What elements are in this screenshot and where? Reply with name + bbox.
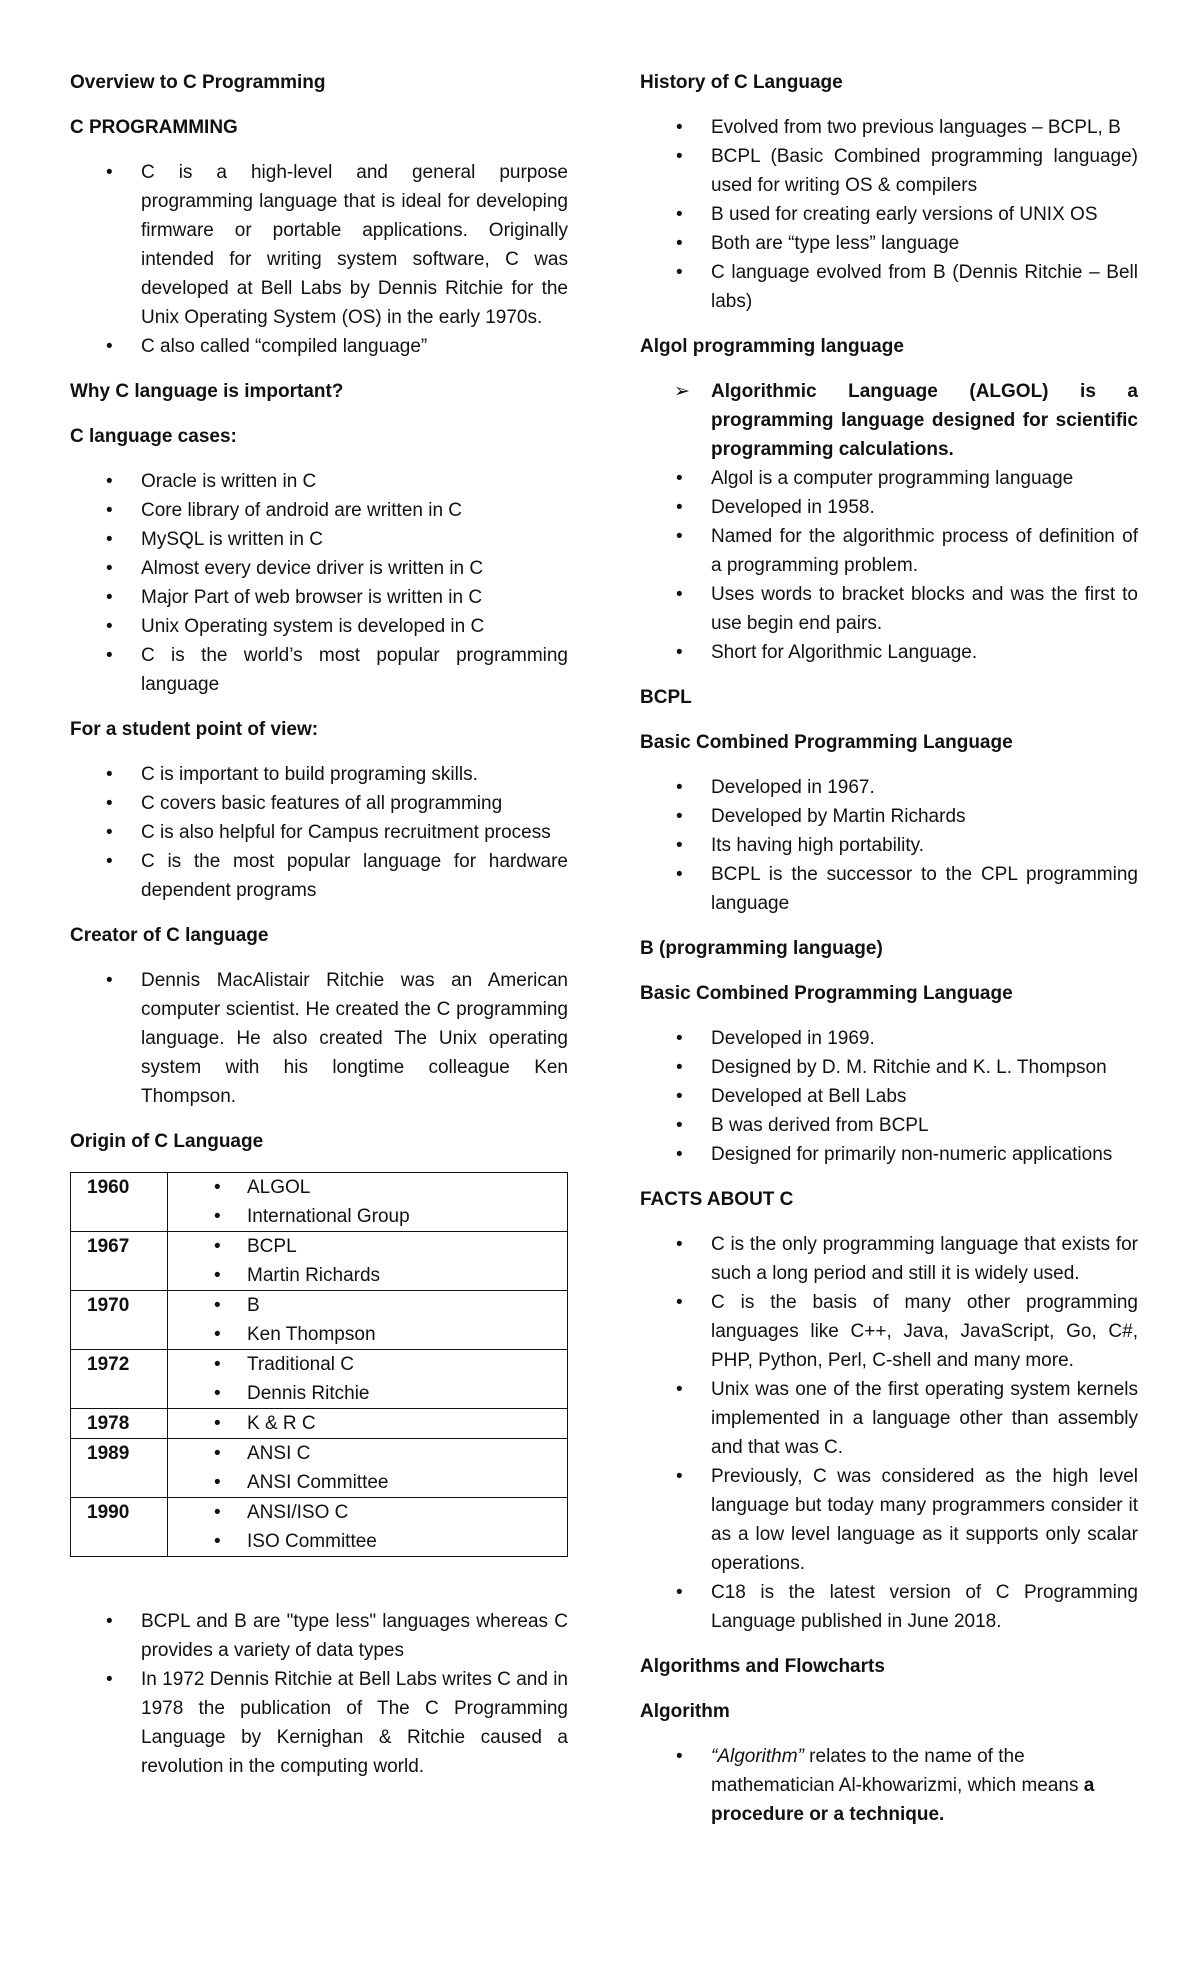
list-item: • Developed in 1969.	[640, 1024, 1138, 1053]
history-list	[640, 113, 1138, 316]
list-item: • B used for creating early versions of UNIX OS	[640, 200, 1138, 229]
list-item: • Developed by Martin Richards	[640, 802, 1138, 831]
history-heading: History of C Language	[640, 72, 843, 93]
list-item: • Unix Operating system is developed in C	[70, 612, 568, 641]
list-item: • Developed in 1958.	[640, 493, 1138, 522]
creator-list	[70, 966, 568, 1111]
b-language-list	[640, 1024, 1138, 1169]
list-item: • Previously, C was considered as the high level language but today many programmers consider it as a low level language as it supports only scalar operations.	[640, 1462, 1138, 1578]
list-item: • C is the most popular language for hardware dependent programs	[70, 847, 568, 905]
list-item: • Designed for primarily non-numeric applications	[640, 1140, 1138, 1169]
table-row	[71, 1439, 568, 1498]
list-item: • Dennis MacAlistair Ritchie was an American computer scientist. He created the C programming language. He also created The Unix operating system with his longtime colleague Ken Thompson.	[70, 966, 568, 1111]
year-cell: 1990	[71, 1498, 168, 1557]
origin-heading: Origin of C Language	[70, 1131, 264, 1152]
algol-heading: Algol programming language	[640, 336, 904, 357]
list-item: • C also called “compiled language”	[70, 332, 568, 361]
table-row	[71, 1498, 568, 1557]
list-item: • Developed in 1967.	[640, 773, 1138, 802]
table-row	[71, 1291, 568, 1350]
list-item: • Its having high portability.	[640, 831, 1138, 860]
list-item: • Both are “type less” language	[640, 229, 1138, 258]
list-item: • BCPL and B are "type less" languages whereas C provides a variety of data types	[70, 1607, 568, 1665]
list-item: • C is the only programming language that exists for such a long period and still it is widely used.	[640, 1230, 1138, 1288]
list-item: • Evolved from two previous languages – BCPL, B	[640, 113, 1138, 142]
right-column	[640, 68, 1138, 1845]
algorithm-text: relates to the name of the mathematician Al-khowarizmi, which means	[711, 1746, 1084, 1796]
list-item: • B	[168, 1291, 567, 1320]
algorithm-list	[640, 1742, 1138, 1829]
list-item: • C language evolved from B (Dennis Ritchie – Bell labs)	[640, 258, 1138, 316]
student-view-list	[70, 760, 568, 905]
list-item: • Algol is a computer programming language	[640, 464, 1138, 493]
table-row	[71, 1232, 568, 1291]
list-item: • Traditional C	[168, 1350, 567, 1379]
list-item: • Oracle is written in C	[70, 467, 568, 496]
origin-table	[70, 1172, 568, 1557]
bcpl-subheading: Basic Combined Programming Language	[640, 732, 1013, 753]
list-item: • BCPL (Basic Combined programming language) used for writing OS & compilers	[640, 142, 1138, 200]
list-item: • MySQL is written in C	[70, 525, 568, 554]
algorithms-flowcharts-heading: Algorithms and Flowcharts	[640, 1656, 885, 1677]
list-item: • Major Part of web browser is written in C	[70, 583, 568, 612]
list-item: • Unix was one of the first operating system kernels implemented in a language other than assembly and that was C.	[640, 1375, 1138, 1462]
list-item: • Named for the algorithmic process of definition of a programming problem.	[640, 522, 1138, 580]
table-row	[71, 1350, 568, 1409]
list-item: • Uses words to bracket blocks and was the first to use begin end pairs.	[640, 580, 1138, 638]
after-table-list	[70, 1607, 568, 1781]
list-item: • In 1972 Dennis Ritchie at Bell Labs writes C and in 1978 the publication of The C Programming Language by Kernighan & Ritchie caused a revolution in the computing world.	[70, 1665, 568, 1781]
c-cases-list	[70, 467, 568, 699]
bcpl-list	[640, 773, 1138, 918]
list-item: • C is the basis of many other programming languages like C++, Java, JavaScript, Go, C#, PHP, Python, Perl, C-shell and many more.	[640, 1288, 1138, 1375]
list-item: • ANSI Committee	[168, 1468, 567, 1497]
milestone-cell	[168, 1291, 568, 1350]
list-item: • Core library of android are written in C	[70, 496, 568, 525]
list-item: • Designed by D. M. Ritchie and K. L. Thompson	[640, 1053, 1138, 1082]
list-item: • Dennis Ritchie	[168, 1379, 567, 1408]
list-item: • C18 is the latest version of C Programming Language published in June 2018.	[640, 1578, 1138, 1636]
list-item: • C is also helpful for Campus recruitment process	[70, 818, 568, 847]
year-cell: 1972	[71, 1350, 168, 1409]
why-c-heading: Why C language is important?	[70, 381, 344, 402]
list-item: • BCPL is the successor to the CPL programming language	[640, 860, 1138, 918]
facts-list	[640, 1230, 1138, 1636]
list-item: • BCPL	[168, 1232, 567, 1261]
year-cell: 1960	[71, 1173, 168, 1232]
algorithm-term: “Algorithm”	[711, 1746, 804, 1767]
table-row	[71, 1409, 568, 1439]
milestone-cell	[168, 1409, 568, 1439]
list-item: • International Group	[168, 1202, 567, 1231]
student-view-heading: For a student point of view:	[70, 719, 319, 740]
list-item: • ANSI/ISO C	[168, 1498, 567, 1527]
list-item: • Martin Richards	[168, 1261, 567, 1290]
list-item	[640, 1742, 1138, 1829]
b-language-heading: B (programming language)	[640, 938, 883, 959]
list-item: ➢ Algorithmic Language (ALGOL) is a programming language designed for scientific programming calculations.	[640, 377, 1138, 464]
year-cell: 1967	[71, 1232, 168, 1291]
algol-list	[640, 464, 1138, 667]
left-column	[70, 68, 568, 1797]
table-row	[71, 1173, 568, 1232]
milestone-cell	[168, 1439, 568, 1498]
list-item: • B was derived from BCPL	[640, 1111, 1138, 1140]
list-item: • Short for Algorithmic Language.	[640, 638, 1138, 667]
facts-heading: FACTS ABOUT C	[640, 1189, 794, 1210]
year-cell: 1970	[71, 1291, 168, 1350]
list-item: • ISO Committee	[168, 1527, 567, 1556]
list-item: • Ken Thompson	[168, 1320, 567, 1349]
milestone-cell	[168, 1173, 568, 1232]
list-item: • C is important to build programing skills.	[70, 760, 568, 789]
list-item: • C covers basic features of all programming	[70, 789, 568, 818]
algol-definition-list	[640, 377, 1138, 464]
milestone-cell	[168, 1232, 568, 1291]
c-programming-list	[70, 158, 568, 361]
creator-heading: Creator of C language	[70, 925, 269, 946]
list-item: • ANSI C	[168, 1439, 567, 1468]
list-item: • Developed at Bell Labs	[640, 1082, 1138, 1111]
year-cell: 1978	[71, 1409, 168, 1439]
document-title: Overview to C Programming	[70, 72, 326, 93]
b-language-subheading: Basic Combined Programming Language	[640, 983, 1013, 1004]
algorithm-bold-text: a procedure or a technique.	[711, 1775, 1095, 1825]
list-item: • ALGOL	[168, 1173, 567, 1202]
list-item: • C is a high-level and general purpose programming language that is ideal for developing firmware or portable applications. Originally intended for writing system software, C was developed at Bell Labs by Dennis Ritchie for the Unix Operating System (OS) in the early 1970s.	[70, 158, 568, 332]
year-cell: 1989	[71, 1439, 168, 1498]
c-programming-heading: C PROGRAMMING	[70, 117, 238, 138]
c-cases-heading: C language cases:	[70, 426, 237, 447]
milestone-cell	[168, 1498, 568, 1557]
bcpl-heading: BCPL	[640, 687, 692, 708]
list-item: • C is the world’s most popular programming language	[70, 641, 568, 699]
list-item: • Almost every device driver is written in C	[70, 554, 568, 583]
milestone-cell	[168, 1350, 568, 1409]
algorithm-heading: Algorithm	[640, 1701, 730, 1722]
list-item: • K & R C	[168, 1409, 567, 1438]
